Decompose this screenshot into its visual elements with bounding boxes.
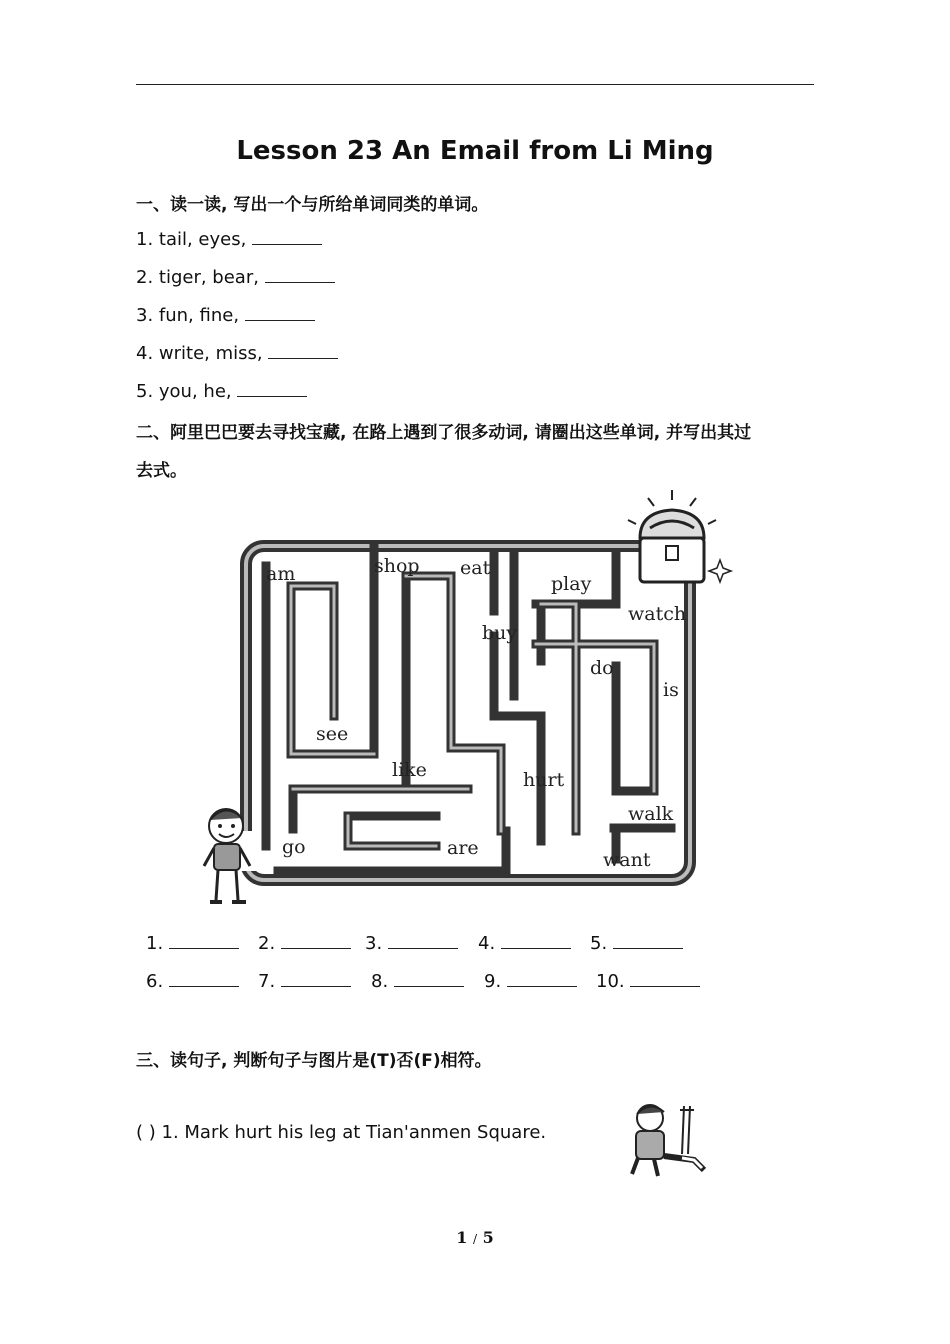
page-title: Lesson 23 An Email from Li Ming bbox=[236, 136, 714, 166]
answer-blank[interactable] bbox=[252, 228, 322, 245]
treasure-chest-icon bbox=[628, 490, 731, 582]
answer-item-9: 9. bbox=[484, 970, 577, 992]
injured-boy-picture bbox=[624, 1098, 714, 1182]
answer-blank[interactable] bbox=[501, 932, 571, 949]
answer-blank[interactable] bbox=[507, 970, 577, 987]
maze-word: hurt bbox=[523, 769, 565, 791]
maze-word: see bbox=[316, 723, 349, 745]
answer-blank[interactable] bbox=[169, 970, 239, 987]
section1-item-3: 3. fun, fine, bbox=[136, 304, 315, 326]
maze-word: do bbox=[590, 657, 614, 679]
section3-heading: 三、读句子, 判断句子与图片是(T)否(F)相符。 bbox=[136, 1051, 492, 1071]
maze-word: buy bbox=[482, 622, 518, 644]
answer-blank[interactable] bbox=[169, 932, 239, 949]
maze-word: are bbox=[447, 837, 479, 859]
question-1: ( ) 1. Mark hurt his leg at Tian'anmen Square. bbox=[136, 1122, 547, 1143]
answer-item-3: 3. bbox=[365, 932, 458, 954]
maze-word: am bbox=[266, 563, 296, 585]
boy-character-icon bbox=[204, 809, 250, 902]
answer-item-5: 5. bbox=[590, 932, 683, 954]
maze-word: go bbox=[282, 836, 306, 858]
answer-item-10: 10. bbox=[596, 970, 700, 992]
answer-blank[interactable] bbox=[268, 342, 338, 359]
answer-item-7: 7. bbox=[258, 970, 351, 992]
header-rule bbox=[136, 84, 814, 85]
section1-item-5: 5. you, he, bbox=[136, 380, 307, 402]
answer-blank[interactable] bbox=[245, 304, 315, 321]
section1-item-1: 1. tail, eyes, bbox=[136, 228, 322, 250]
section1-heading: 一、读一读, 写出一个与所给单词同类的单词。 bbox=[136, 195, 489, 215]
answer-blank[interactable] bbox=[613, 932, 683, 949]
maze-word: play bbox=[551, 573, 592, 595]
section1-item-2: 2. tiger, bear, bbox=[136, 266, 335, 288]
answer-blank[interactable] bbox=[281, 932, 351, 949]
answer-item-4: 4. bbox=[478, 932, 571, 954]
answer-blank[interactable] bbox=[265, 266, 335, 283]
answer-blank[interactable] bbox=[388, 932, 458, 949]
answer-blank[interactable] bbox=[394, 970, 464, 987]
section2-heading-line2: 去式。 bbox=[136, 461, 187, 481]
answer-blank[interactable] bbox=[630, 970, 700, 987]
section2-heading-line1: 二、阿里巴巴要去寻找宝藏, 在路上遇到了很多动词, 请圈出这些单词, 并写出其过 bbox=[136, 423, 752, 443]
verb-maze bbox=[196, 486, 748, 912]
answer-item-8: 8. bbox=[371, 970, 464, 992]
answer-blank[interactable] bbox=[281, 970, 351, 987]
answer-item-2: 2. bbox=[258, 932, 351, 954]
answer-blank[interactable] bbox=[237, 380, 307, 397]
answer-item-1: 1. bbox=[146, 932, 239, 954]
maze-word: want bbox=[603, 849, 651, 871]
maze-inner-walls bbox=[266, 546, 671, 871]
maze-word: eat bbox=[460, 557, 491, 579]
maze-word: like bbox=[392, 759, 427, 781]
section1-item-4: 4. write, miss, bbox=[136, 342, 338, 364]
answer-item-6: 6. bbox=[146, 970, 239, 992]
maze-word: watch bbox=[628, 603, 687, 625]
page-number: 1 / 5 bbox=[456, 1228, 494, 1247]
maze-word: walk bbox=[628, 803, 674, 825]
maze-word: shop bbox=[374, 555, 420, 577]
maze-word: is bbox=[663, 679, 679, 701]
